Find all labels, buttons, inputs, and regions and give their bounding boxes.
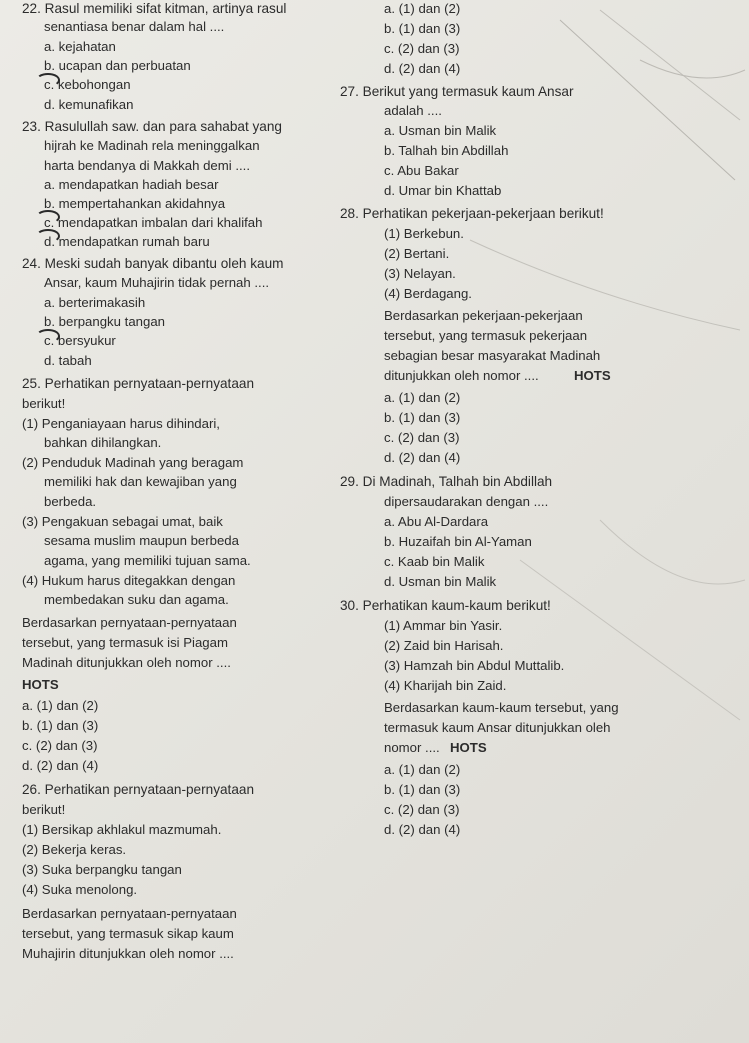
text-line: Berdasarkan pernyataan-pernyataan <box>22 615 237 630</box>
text-line: d. mendapatkan rumah baru <box>44 234 210 249</box>
text-line: bahkan dihilangkan. <box>44 435 162 450</box>
hots-label: HOTS <box>22 677 59 692</box>
text-line: (3) Suka berpangku tangan <box>22 862 182 877</box>
text-line: (1) Berkebun. <box>384 226 464 241</box>
text-line: berikut! <box>22 802 66 817</box>
text-line: a. mendapatkan hadiah besar <box>44 177 219 192</box>
hots-label: HOTS <box>574 368 611 383</box>
text-line: d. Umar bin Khattab <box>384 183 502 198</box>
text-line: c. Kaab bin Malik <box>384 554 485 569</box>
text-line: a. (1) dan (2) <box>384 390 461 405</box>
text-line: c. (2) dan (3) <box>384 41 460 56</box>
text-line: a. (1) dan (2) <box>384 762 461 777</box>
text-line: b. (1) dan (3) <box>384 782 461 797</box>
answer-mark-q23 <box>36 210 60 224</box>
text-line: berikut! <box>22 396 66 411</box>
text-line: agama, yang memiliki tujuan sama. <box>44 553 251 568</box>
text-line: tersebut, yang termasuk isi Piagam <box>22 635 228 650</box>
text-line: d. (2) dan (4) <box>384 61 461 76</box>
text-line: c. kebohongan <box>44 77 131 92</box>
text-line: senantiasa benar dalam hal .... <box>44 19 225 34</box>
text-line: sesama muslim maupun berbeda <box>44 533 239 548</box>
text-line: sebagian besar masyarakat Madinah <box>384 348 601 363</box>
text-line: (3) Hamzah bin Abdul Muttalib. <box>384 658 565 673</box>
text-line: b. (1) dan (3) <box>384 21 461 36</box>
text-line: a. (1) dan (2) <box>384 1 461 16</box>
text-line: membedakan suku dan agama. <box>44 592 229 607</box>
question-stem: 29. Di Madinah, Talhah bin Abdillah <box>340 474 553 489</box>
text-line: (1) Penganiayaan harus dihindari, <box>22 416 220 431</box>
text-line: (3) Nelayan. <box>384 266 456 281</box>
question-stem: 23. Rasulullah saw. dan para sahabat yang <box>22 119 282 134</box>
question-stem: 22. Rasul memiliki sifat kitman, artinya rasul <box>22 1 287 16</box>
text-line: (4) Hukum harus ditegakkan dengan <box>22 573 236 588</box>
text-line: d. (2) dan (4) <box>22 758 99 773</box>
hots-label: HOTS <box>450 740 487 755</box>
text-line: dipersaudarakan dengan .... <box>384 494 549 509</box>
question-stem: 26. Perhatikan pernyataan-pernyataan <box>22 782 255 797</box>
text-line: d. (2) dan (4) <box>384 450 461 465</box>
question-stem: 28. Perhatikan pekerjaan-pekerjaan berikut! <box>340 206 604 221</box>
text-line: Berdasarkan kaum-kaum tersebut, yang <box>384 700 619 715</box>
text-line: c. (2) dan (3) <box>384 430 460 445</box>
text-line: nomor .... <box>384 740 440 755</box>
text-line: d. Usman bin Malik <box>384 574 497 589</box>
text-line: a. (1) dan (2) <box>22 698 99 713</box>
text-line: memiliki hak dan kewajiban yang <box>44 474 237 489</box>
text-line: d. kemunafikan <box>44 97 134 112</box>
text-line: d. tabah <box>44 353 92 368</box>
answer-mark-q24 <box>36 329 60 343</box>
text-line: (4) Kharijah bin Zaid. <box>384 678 507 693</box>
text-line: c. mendapatkan imbalan dari khalifah <box>44 215 263 230</box>
text-line: a. Usman bin Malik <box>384 123 497 138</box>
text-line: Berdasarkan pekerjaan-pekerjaan <box>384 308 583 323</box>
text-line: tersebut, yang termasuk sikap kaum <box>22 926 234 941</box>
text-line: c. bersyukur <box>44 333 116 348</box>
text-line: (2) Penduduk Madinah yang beragam <box>22 455 244 470</box>
text-line: b. Huzaifah bin Al-Yaman <box>384 534 532 549</box>
text-line: (4) Berdagang. <box>384 286 472 301</box>
text-line: (2) Bekerja keras. <box>22 842 127 857</box>
text-line: adalah .... <box>384 103 442 118</box>
text-line: b. berpangku tangan <box>44 314 165 329</box>
text-line: a. kejahatan <box>44 39 116 54</box>
text-line: (1) Bersikap akhlakul mazmumah. <box>22 822 222 837</box>
text-line: berbeda. <box>44 494 97 509</box>
text-line: termasuk kaum Ansar ditunjukkan oleh <box>384 720 611 735</box>
text-line: harta bendanya di Makkah demi .... <box>44 158 250 173</box>
text-line: ditunjukkan oleh nomor .... <box>384 368 539 383</box>
text-line: (2) Zaid bin Harisah. <box>384 638 504 653</box>
text-line: (1) Ammar bin Yasir. <box>384 618 503 633</box>
question-stem: 30. Perhatikan kaum-kaum berikut! <box>340 598 551 613</box>
text-line: (2) Bertani. <box>384 246 450 261</box>
answer-mark-q22 <box>36 73 60 87</box>
text-line: b. ucapan dan perbuatan <box>44 58 191 73</box>
text-line: c. (2) dan (3) <box>384 802 460 817</box>
question-stem: 27. Berikut yang termasuk kaum Ansar <box>340 84 574 99</box>
text-line: d. (2) dan (4) <box>384 822 461 837</box>
text-line: a. Abu Al-Dardara <box>384 514 489 529</box>
text-line: Muhajirin ditunjukkan oleh nomor .... <box>22 946 234 961</box>
text-line: Ansar, kaum Muhajirin tidak pernah .... <box>44 275 270 290</box>
text-line: tersebut, yang termasuk pekerjaan <box>384 328 588 343</box>
text-line: a. berterimakasih <box>44 295 146 310</box>
text-line: Berdasarkan pernyataan-pernyataan <box>22 906 237 921</box>
question-stem: 24. Meski sudah banyak dibantu oleh kaum <box>22 256 284 271</box>
text-line: c. (2) dan (3) <box>22 738 98 753</box>
text-line: c. Abu Bakar <box>384 163 459 178</box>
answer-mark-q23-c <box>36 229 60 243</box>
text-line: hijrah ke Madinah rela meninggalkan <box>44 138 260 153</box>
text-line: b. (1) dan (3) <box>384 410 461 425</box>
text-line: (4) Suka menolong. <box>22 882 138 897</box>
question-stem: 25. Perhatikan pernyataan-pernyataan <box>22 376 255 391</box>
text-line: b. (1) dan (3) <box>22 718 99 733</box>
text-line: Madinah ditunjukkan oleh nomor .... <box>22 655 231 670</box>
text-line: b. mempertahankan akidahnya <box>44 196 226 211</box>
text-line: (3) Pengakuan sebagai umat, baik <box>22 514 223 529</box>
text-line: b. Talhah bin Abdillah <box>384 143 509 158</box>
